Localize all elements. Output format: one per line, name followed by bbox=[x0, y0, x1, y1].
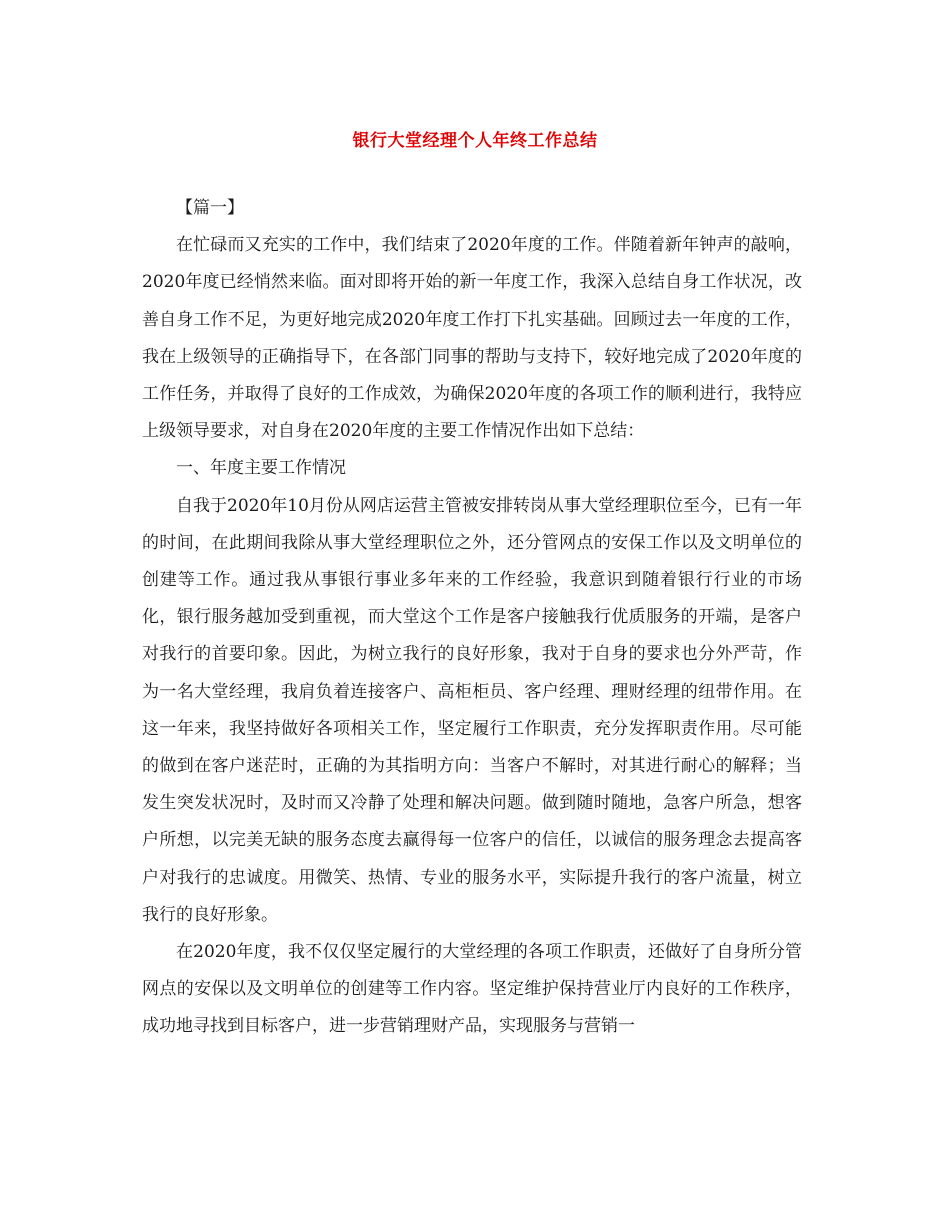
section-heading: 一、年度主要工作情况 bbox=[176, 458, 346, 479]
section-label: 【篇一】 bbox=[176, 198, 244, 218]
document-title: 银行大堂经理个人年终工作总结 bbox=[352, 131, 598, 151]
paragraph-work-summary: 自我于2020年10月份从网店运营主管被安排转岗从事大堂经理职位至今，已有一年的时间，在此期间我除从事大堂经理职位之外，还分管网点的安保工作以及文明单位的创建等工作。通过我从事银行事业多年来的工作经验，我意识到随着银行行业的市场化，银行服务越加受到重视，而大堂这个工作是客户接触我行优质服务的开端，是客户对我行的首要印象。因此，为树立我行的良好形象，我对于自身的要求也分外严苛，作为一名大堂经理，我肩负着连接客户、高柜柜员、客户经理、理财经理的纽带作用。在这一年来，我坚持做好各项相关工作，坚定履行工作职责，充分发挥职责作用。尽可能的做到在客户迷茫时，正确的为其指明方向：当客户不解时，对其进行耐心的解释；当发生突发状况时，及时而又冷静了处理和解决问题。做到随时随地，急客户所急，想客户所想，以完美无缺的服务态度去赢得每一位客户的信任，以诚信的服务理念去提高客户对我行的忠诚度。用微笑、热情、专业的服务水平，实际提升我行的客户流量，树立我行的良好形象。 bbox=[142, 495, 802, 925]
paragraph-intro: 在忙碌而又充实的工作中，我们结束了2020年度的工作。伴随着新年钟声的敲响，2020年度已经悄然来临。面对即将开始的新一年度工作，我深入总结自身工作状况，改善自身工作不足，为更好地完成2020年度工作打下扎实基础。回顾过去一年度的工作，我在上级领导的正确指导下，在各部门同事的帮助与支持下，较好地完成了2020年度的工作任务，并取得了良好的工作成效，为确保2020年度的各项工作的顺利进行，我特应上级领导要求，对自身在2020年度的主要工作情况作出如下总结： bbox=[142, 235, 802, 442]
document-body bbox=[142, 190, 802, 1046]
paragraph-security-work: 在2020年度，我不仅仅坚定履行的大堂经理的各项工作职责，还做好了自身所分管网点的安保以及文明单位的创建等工作内容。坚定维护保持营业厅内良好的工作秩序，成功地寻找到目标客户，进一步营销理财产品，实现服务与营销一 bbox=[142, 942, 802, 1037]
